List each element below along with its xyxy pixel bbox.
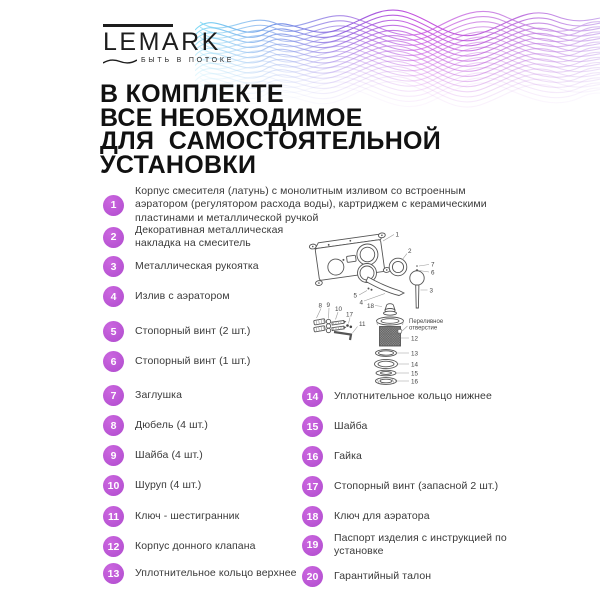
- item-text: Стопорный винт (запасной 2 шт.): [334, 479, 499, 492]
- diagram-callout: 3: [429, 287, 434, 295]
- list-item: [103, 321, 251, 342]
- page-title-line: В КОМПЛЕКТЕ: [100, 80, 284, 108]
- fixings-drawing: [314, 319, 352, 340]
- diagram-callout: 4: [359, 299, 364, 307]
- item-text: Излив с аэратором: [135, 289, 230, 302]
- diagram-callout: 7: [431, 261, 435, 269]
- item-text: Шуруп (4 шт.): [135, 478, 202, 491]
- list-item: [302, 446, 362, 467]
- diagram-callout: 2: [408, 248, 412, 255]
- list-item: [103, 475, 201, 496]
- page-title-line: ДЛЯ САМОСТОЯТЕЛЬНОЙ: [100, 127, 442, 155]
- diagram-callout: 18: [367, 303, 375, 310]
- exploded-parts-diagram: [295, 226, 535, 396]
- item-number-badge: 17: [302, 476, 323, 497]
- item-text: Гарантийный талон: [334, 569, 432, 582]
- list-item: [103, 224, 300, 251]
- item-number-badge: 6: [103, 351, 124, 372]
- list-item: [302, 506, 430, 527]
- item-number-badge: 18: [302, 506, 323, 527]
- diagram-callout: 5: [353, 292, 358, 300]
- item-text: Шайба: [334, 419, 368, 432]
- item-text: Уплотнительное кольцо верхнее: [135, 566, 297, 579]
- diagram-callout: 8: [318, 302, 323, 310]
- item-text: Паспорт изделия с инструкцией по установке: [334, 532, 507, 558]
- item-number-badge: 19: [302, 535, 323, 556]
- diagram-callout: 1: [395, 231, 400, 239]
- item-number-badge: 12: [103, 536, 124, 557]
- item-number-badge: 11: [103, 506, 124, 527]
- item-number-badge: 16: [302, 446, 323, 467]
- diagram-callout: 15: [411, 370, 419, 378]
- cover-ring-drawing: [389, 258, 407, 276]
- item-number-badge: 3: [103, 256, 124, 277]
- item-text: Дюбель (4 шт.): [135, 418, 209, 431]
- item-number-badge: 20: [302, 566, 323, 587]
- list-item: [302, 416, 367, 437]
- drain-assembly-drawing: [375, 317, 404, 384]
- diagram-callout: 11: [359, 321, 366, 328]
- list-item: [103, 536, 256, 557]
- item-text: Заглушка: [135, 388, 183, 401]
- list-item: [302, 566, 431, 587]
- page-title-line: ВСЕ НЕОБХОДИМОЕ: [100, 103, 363, 132]
- item-text: Корпус донного клапана: [135, 539, 256, 552]
- item-number-badge: 15: [302, 416, 323, 437]
- logo-top-bar: [103, 24, 173, 27]
- list-item: [103, 256, 259, 277]
- diagram-callout: 17: [346, 311, 354, 319]
- item-text: Уплотнительное кольцо нижнее: [334, 389, 492, 402]
- item-text: Металлическая рукоятка: [135, 259, 259, 272]
- item-text: Гайка: [334, 449, 362, 462]
- list-item: [302, 476, 498, 497]
- diagram-callout: 14: [411, 361, 419, 369]
- list-item: [103, 351, 251, 372]
- logo-tagline: БЫТЬ В ПОТОКЕ: [141, 57, 235, 64]
- list-item: [103, 415, 208, 436]
- item-number-badge: 2: [103, 227, 124, 248]
- list-item: [302, 532, 514, 559]
- item-number-badge: 5: [103, 321, 124, 342]
- list-item: [103, 385, 182, 406]
- diagram-callout: 10: [335, 306, 343, 313]
- logo-wave-icon: [103, 57, 137, 65]
- item-text: Стопорный винт (1 шт.): [135, 354, 251, 367]
- item-number-badge: 1: [103, 195, 124, 216]
- diagram-callout: 16: [411, 378, 419, 386]
- page-title: [100, 80, 442, 179]
- item-text: Стопорный винт (2 шт.): [135, 324, 251, 337]
- diagram-callout: 13: [411, 350, 419, 358]
- overflow-hole-label: отверстие: [409, 325, 438, 332]
- diagram-callout: 6: [431, 269, 435, 277]
- list-item: [103, 563, 297, 584]
- item-number-badge: 4: [103, 286, 124, 307]
- item-text: Ключ - шестигранник: [135, 509, 240, 522]
- item-number-badge: 9: [103, 445, 124, 466]
- logo: [103, 24, 234, 65]
- handle-drawing: [410, 265, 424, 308]
- list-item: [103, 185, 503, 225]
- list-item: [103, 445, 203, 466]
- mixer-body-drawing: [309, 232, 391, 286]
- overflow-hole-label: Переливное: [409, 319, 444, 325]
- page-title-line: УСТАНОВКИ: [100, 150, 257, 179]
- aerator-key-drawing: [384, 304, 397, 316]
- item-text: Ключ для аэратора: [334, 509, 430, 522]
- item-number-badge: 7: [103, 385, 124, 406]
- item-number-badge: 13: [103, 563, 124, 584]
- diagram-callout: 12: [411, 335, 419, 343]
- item-text: Декоративная металлическая накладка на смеситель: [135, 224, 284, 250]
- list-item: [103, 286, 230, 307]
- item-number-badge: 10: [103, 475, 124, 496]
- item-text: Шайба (4 шт.): [135, 448, 203, 461]
- item-number-badge: 14: [302, 386, 323, 407]
- list-item: [103, 506, 239, 527]
- diagram-callout: 9: [326, 302, 331, 309]
- item-text: Корпус смесителя (латунь) с монолитным изливом со встроенным аэратором (регулятором расхода воды), картриджем с керамическими пластинами и металлической ручкой: [135, 185, 487, 224]
- logo-wordmark: LEMARK: [103, 27, 221, 56]
- item-number-badge: 8: [103, 415, 124, 436]
